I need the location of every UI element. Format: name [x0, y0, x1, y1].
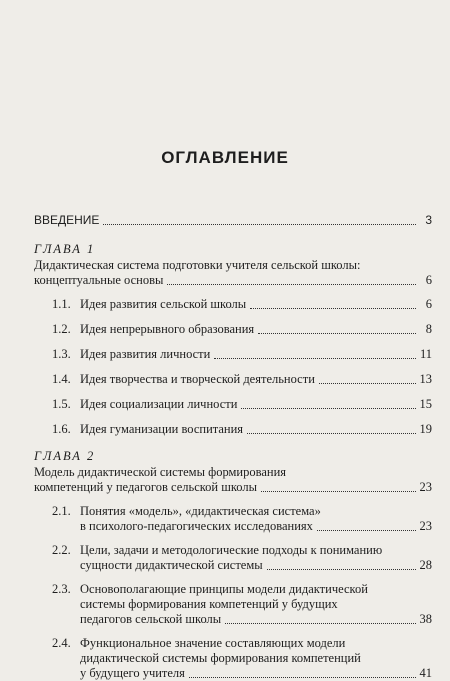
toc-intro-page: 3: [425, 213, 432, 227]
section-label: Идея непрерывного образования: [80, 322, 255, 336]
section-page: 15: [419, 397, 432, 411]
toc-section-1-5[interactable]: [52, 397, 432, 412]
section-page: 6: [425, 297, 432, 311]
section-page: 23: [419, 519, 432, 533]
chapter-2-page: 23: [419, 480, 432, 494]
chapter-1-title-line2: концептуальные основы: [34, 273, 164, 287]
chapter-1-heading: ГЛАВА 1: [34, 242, 96, 256]
toc-intro[interactable]: [34, 213, 432, 228]
section-page: 38: [419, 612, 432, 626]
section-number: 1.3.: [52, 347, 71, 361]
section-label-line1: Функциональное значение составляющих модели: [80, 636, 346, 650]
leader-dots: [317, 530, 416, 531]
leader-dots: [261, 491, 415, 492]
chapter-1-title-end[interactable]: [34, 273, 432, 288]
section-label-line1: Основополагающие принципы модели дидактической: [80, 582, 368, 596]
leader-dots: [267, 569, 416, 570]
section-label-line2: сущности дидактической системы: [80, 558, 263, 572]
chapter-1-title-line1: Дидактическая система подготовки учителя сельской школы:: [34, 258, 361, 272]
leader-dots: [247, 433, 415, 434]
section-label-line2: дидактической системы формирования компетенций: [80, 651, 361, 665]
section-page: 28: [419, 558, 432, 572]
section-label-line3: педагогов сельской школы: [80, 612, 222, 626]
toc-section-2-2[interactable]: [52, 543, 432, 573]
section-label: Идея развития личности: [80, 347, 211, 361]
section-number: 2.4.: [52, 636, 71, 650]
section-page: 19: [419, 422, 432, 436]
section-label-line1: Понятия «модель», «дидактическая система»: [80, 504, 321, 518]
toc-section-1-3[interactable]: [52, 347, 432, 362]
leader-dots: [241, 408, 415, 409]
section-label-line3: у будущего учителя: [80, 666, 185, 680]
section-page: 13: [419, 372, 432, 386]
section-label: Идея социализации личности: [80, 397, 238, 411]
chapter-2-title-line2: компетенций у педагогов сельской школы: [34, 480, 258, 494]
section-page: 41: [419, 666, 432, 680]
chapter-2-heading: ГЛАВА 2: [34, 449, 96, 463]
toc-section-1-4[interactable]: [52, 372, 432, 387]
page-title: ОГЛАВЛЕНИЕ: [161, 148, 289, 167]
section-label-line1: Цели, задачи и методологические подходы к пониманию: [80, 543, 383, 557]
section-number: 1.1.: [52, 297, 71, 311]
toc-section-1-2[interactable]: [52, 322, 432, 337]
section-number: 1.6.: [52, 422, 71, 436]
toc-section-1-1[interactable]: [52, 297, 432, 312]
toc-intro-label: ВВЕДЕНИЕ: [34, 213, 100, 227]
section-number: 1.2.: [52, 322, 71, 336]
section-number: 1.4.: [52, 372, 71, 386]
toc-section-1-6[interactable]: [52, 422, 432, 437]
table-of-contents: [34, 213, 432, 681]
section-label-line2: системы формирования компетенций у будущих: [80, 597, 338, 611]
section-page: 11: [419, 347, 432, 361]
section-label: Идея гуманизации воспитания: [80, 422, 244, 436]
leader-dots: [214, 358, 416, 359]
section-number: 2.1.: [52, 504, 71, 518]
leader-dots: [103, 224, 416, 225]
section-label: Идея развития сельской школы: [80, 297, 247, 311]
chapter-2-title-line1: Модель дидактической системы формирования: [34, 465, 287, 479]
section-number: 2.2.: [52, 543, 71, 557]
chapter-2-title-end[interactable]: [34, 480, 432, 495]
section-page: 8: [425, 322, 432, 336]
leader-dots: [225, 623, 415, 624]
section-number: 1.5.: [52, 397, 71, 411]
leader-dots: [189, 677, 416, 678]
section-label-line2: в психолого-педагогических исследованиях: [80, 519, 313, 533]
leader-dots: [167, 284, 416, 285]
chapter-1-page: 6: [425, 273, 432, 287]
chapter-1-title[interactable]: [34, 258, 432, 273]
leader-dots: [319, 383, 416, 384]
section-label: Идея творчества и творческой деятельности: [80, 372, 315, 386]
section-number: 2.3.: [52, 582, 71, 596]
leader-dots: [250, 308, 416, 309]
toc-section-2-3[interactable]: [52, 582, 432, 627]
toc-section-2-1[interactable]: [52, 504, 432, 534]
toc-section-2-4[interactable]: [52, 636, 432, 681]
leader-dots: [258, 333, 416, 334]
chapter-2-title[interactable]: [34, 465, 432, 480]
